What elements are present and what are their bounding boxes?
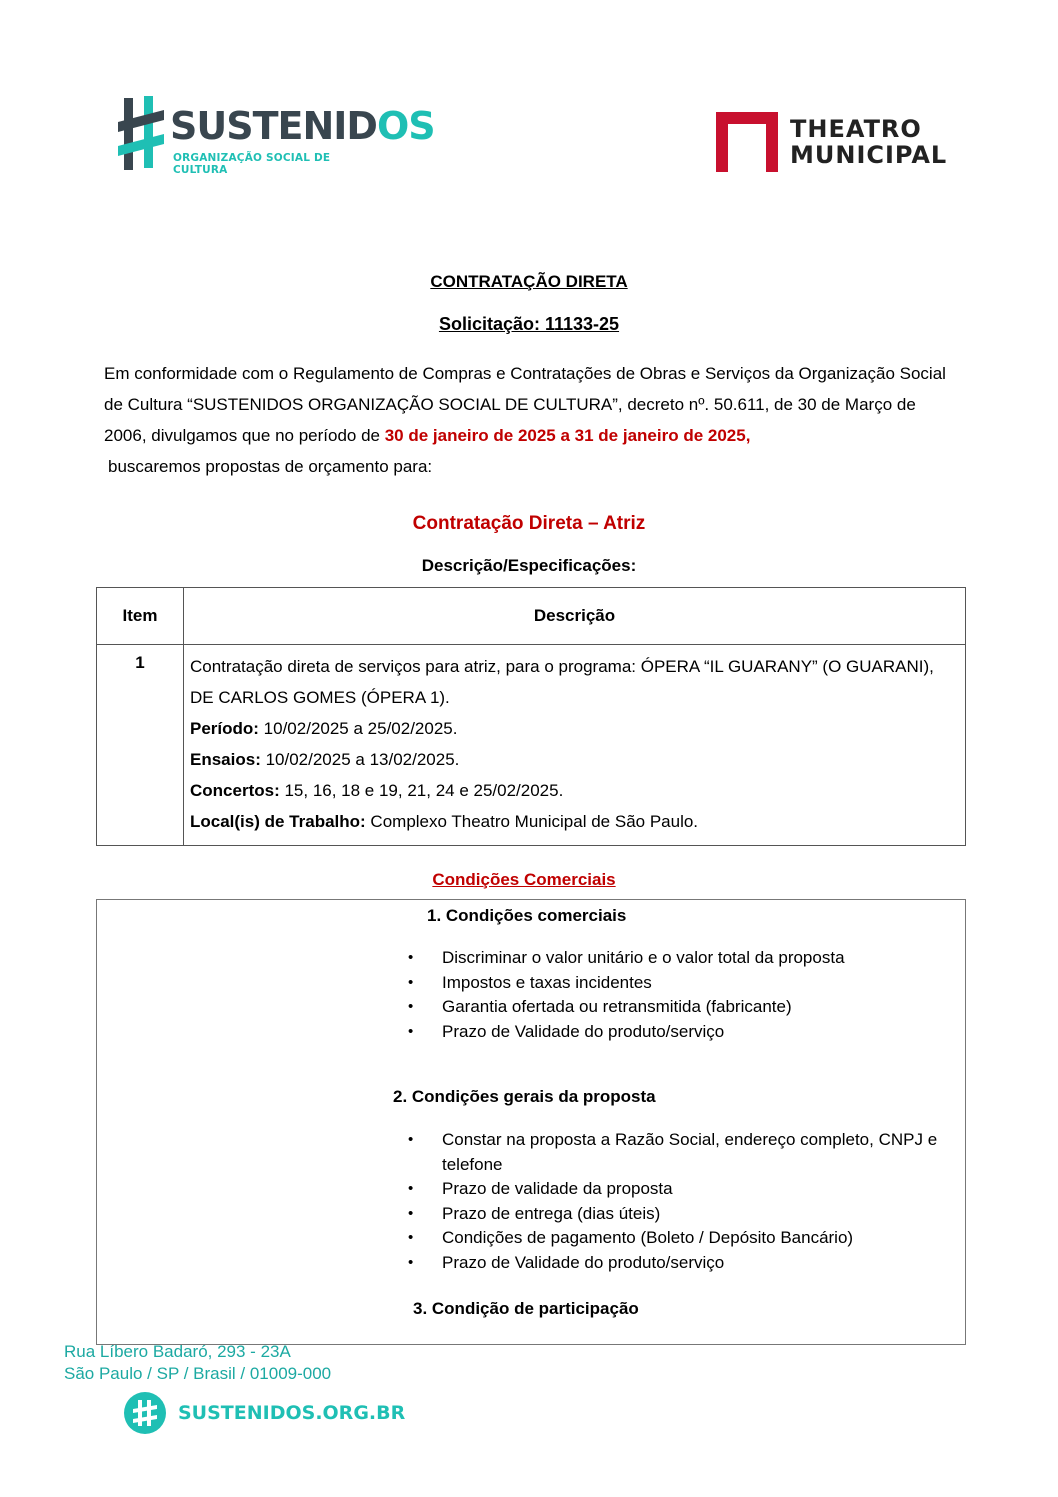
theatro-municipal-logo [716,108,956,174]
spec-table [96,587,966,846]
table-header-row [97,588,966,645]
section3-title: 3. Condição de participação [413,1299,639,1318]
list-item: • Prazo de entrega (dias úteis) [408,1202,964,1227]
header-descricao: Descrição [184,588,966,645]
intro-period: 30 de janeiro de 2025 a 31 de janeiro de 2025, [384,426,751,445]
address-line1: Rua Líbero Badaró, 293 - 23A [64,1342,291,1361]
footer-url: SUSTENIDOS.ORG.BR [178,1402,406,1424]
intro-closing: buscaremos propostas de orçamento para: [108,457,433,476]
theatro-arch-icon [716,110,778,172]
list-item: • Prazo de Validade do produto/serviço [408,1020,948,1045]
list-item: • Prazo de validade da proposta [408,1177,964,1202]
intro-paragraph [104,358,954,482]
header-item: Item [97,588,184,645]
section2-list [408,1128,964,1275]
hashtag-circle-icon [124,1392,166,1434]
concertos-line: Concertos: 15, 16, 18 e 19, 21, 24 e 25/02/2025. [190,781,564,800]
item-number: 1 [97,645,184,846]
list-item: • Condições de pagamento (Boleto / Depósito Bancário) [408,1226,964,1251]
section-title: Contratação Direta – Atriz [412,513,646,534]
sustenidos-subtitle: ORGANIZAÇÃO SOCIAL DE CULTURA [173,152,331,176]
spec-label: Descrição/Especificações: [421,556,637,575]
condicoes-comerciais-heading: Condições Comerciais [432,870,616,889]
list-item: • Discriminar o valor unitário e o valor total da proposta [408,946,948,971]
description-cell [184,645,966,846]
theatro-wordmark: THEATRO MUNICIPAL [790,115,948,169]
hashtag-logo-icon [118,96,164,172]
ensaios-line: Ensaios: 10/02/2025 a 13/02/2025. [190,750,460,769]
footer-address [64,1341,331,1385]
list-item: • Prazo de Validade do produto/serviço [408,1251,964,1276]
list-item: • Impostos e taxas incidentes [408,971,948,996]
periodo-line: Período: 10/02/2025 a 25/02/2025. [190,719,458,738]
section1-list [408,946,948,1044]
address-line2: São Paulo / SP / Brasil / 01009-000 [64,1364,332,1383]
local-line: Local(is) de Trabalho: Complexo Theatro Municipal de São Paulo. [190,812,699,831]
document-title: CONTRATAÇÃO DIRETA [430,272,628,291]
intro-text: Em conformidade com o Regulamento de Compras e Contratações de Obras e Serviços da Organização Social de Cultura “SUSTENIDOS ORGANIZAÇÃO SOCIAL DE CULTURA”, decreto nº. 50.611, de 30 de Março de 2006, divulgamos que no período de [104,364,946,445]
solicitacao-number: Solicitação: 11133-25 [438,314,620,334]
description-text: Contratação direta de serviços para atriz, para o programa: ÓPERA “IL GUARANY” (O GUARANI), DE CARLOS GOMES (ÓPERA 1). [190,657,934,707]
section1-title: 1. Condições comerciais [427,906,627,925]
sustenidos-wordmark: SUSTENIDOS [170,104,435,148]
section2-title: 2. Condições gerais da proposta [393,1087,656,1106]
list-item: • Garantia ofertada ou retransmitida (fabricante) [408,995,948,1020]
sustenidos-logo [118,96,435,176]
table-row [97,645,966,846]
list-item: • Constar na proposta a Razão Social, endereço completo, CNPJ e telefone [408,1128,964,1177]
